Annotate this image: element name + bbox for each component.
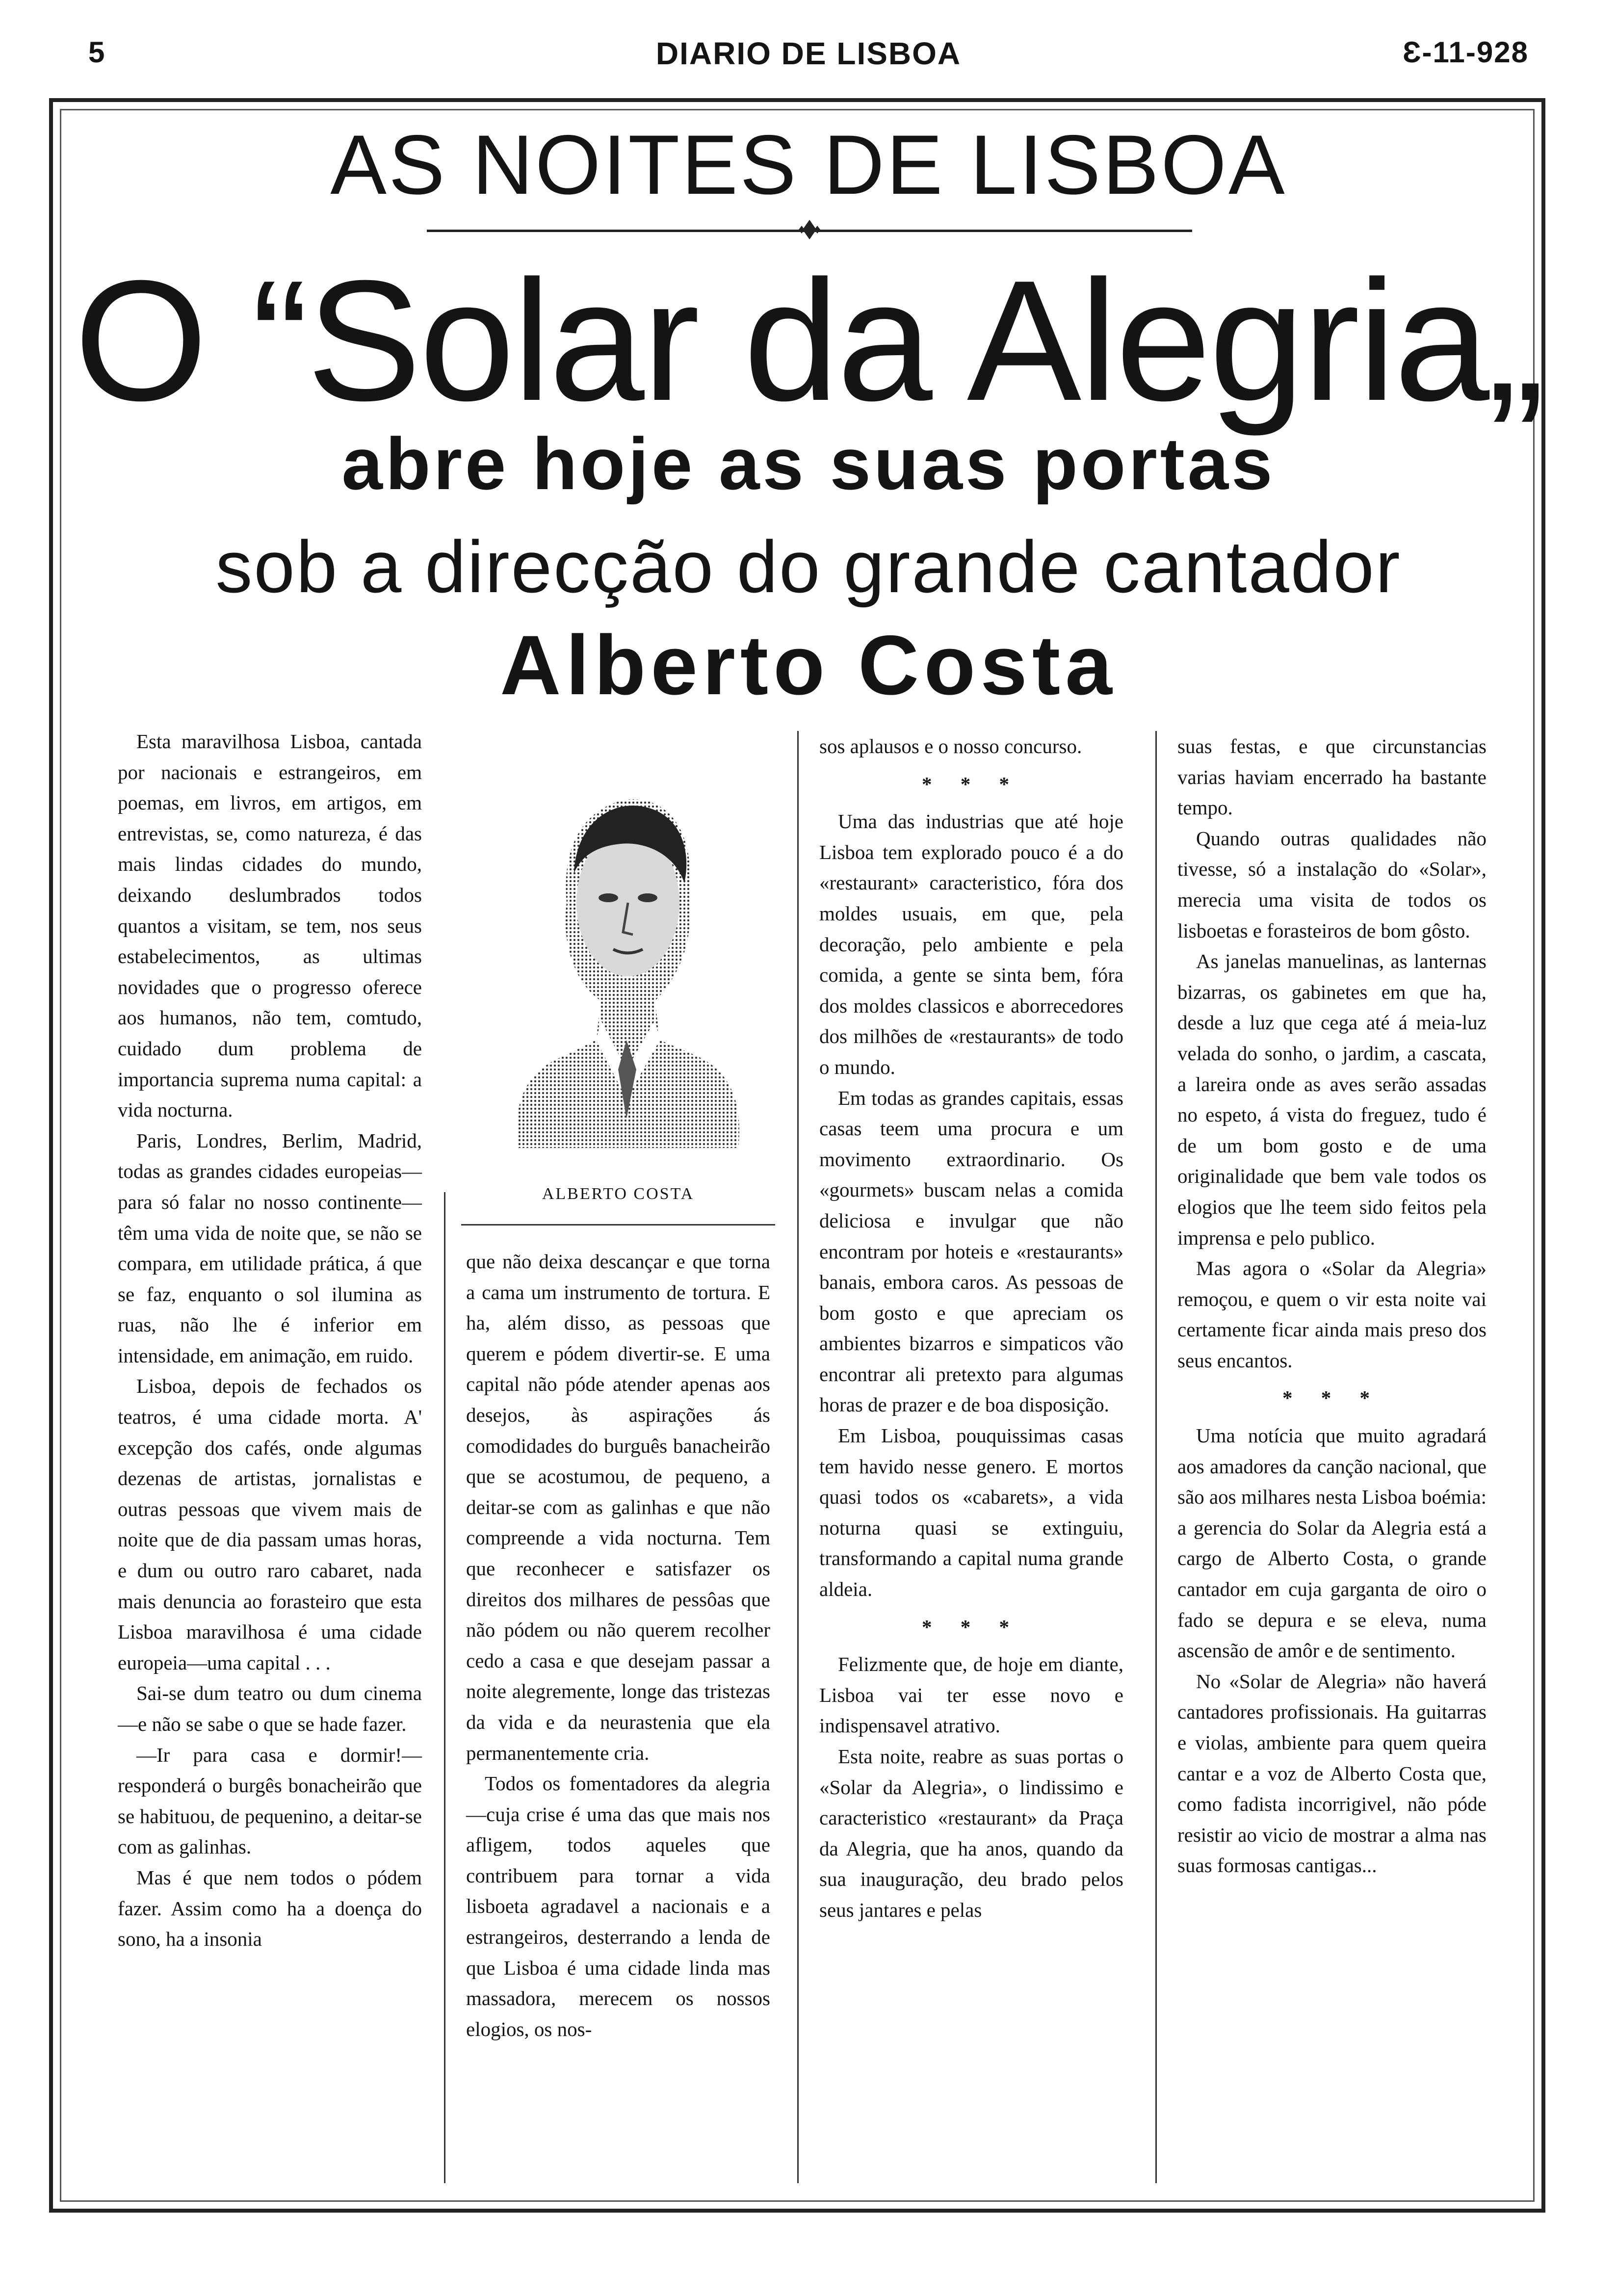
section-separator: * * * bbox=[922, 1615, 1021, 1638]
photo-caption: ALBERTO COSTA bbox=[542, 1185, 695, 1203]
article-column-4 bbox=[1177, 731, 1487, 1881]
page-number: 5 bbox=[88, 36, 105, 69]
paragraph: —Ir para casa e dormir!—responderá o burgês bonacheirão que se habituou, de pequenino, a deitar-se com as galinhas. bbox=[118, 1743, 422, 1858]
paragraph: Lisboa, depois de fechados os teatros, é uma cidade morta. A' excepção dos cafés, onde algumas dezenas de artistas, jornalistas e outras pessoas que vivem mais de noite que de dia passam umas horas, e dum ou outro raro cabaret, nada mais denuncia ao forasteiro que esta Lisboa maravilhosa é uma cidade europeia—uma capital . . . bbox=[118, 1375, 422, 1674]
name-headline: Alberto Costa bbox=[500, 618, 1117, 712]
paragraph: No «Solar de Alegria» não haverá cantadores profissionais. Ha guitarras e violas, ambiente para quem queira cantar e a voz de Alberto Costa que, como fadista incorrigivel, não póde resistir ao vicio de mostrar a alma nas suas formosas cantigas... bbox=[1177, 1670, 1487, 1877]
running-head bbox=[0, 35, 1617, 94]
paragraph: Sai-se dum teatro ou dum cinema—e não se sabe o que se hade fazer. bbox=[118, 1682, 422, 1735]
paragraph: Uma notícia que muito agradará aos amadores da canção nacional, que são aos milhares nesta Lisboa boémia: a gerencia do Solar da Alegria está a cargo de Alberto Costa, o grande cantador em cuja garganta de oiro o fado se depura e se eleva, numa ascensão de amôr e de sentimento. bbox=[1177, 1424, 1487, 1662]
paragraph: Esta noite, reabre as suas portas o «Solar da Alegria», o lindissimo e caracteristico «restaurant» da Praça da Alegria, que ha anos, quando da sua inauguração, deu brado pelos seus jantares e pelas bbox=[819, 1745, 1123, 1921]
paragraph: Felizmente que, de hoje em diante, Lisboa vai ter esse novo e indispensavel atrativo. bbox=[819, 1653, 1123, 1737]
article-column-2 bbox=[466, 1246, 770, 2044]
deck-headline: sob a direcção do grande cantador bbox=[215, 525, 1402, 608]
paragraph: Mas é que nem todos o pódem fazer. Assim como ha a doença do sono, ha a insonia bbox=[118, 1866, 422, 1951]
portrait-photo bbox=[498, 726, 753, 1158]
paragraph: Mas agora o «Solar da Alegria» remoçou, e quem o vir esta noite vai certamente ficar ainda mais preso dos seus encantos. bbox=[1177, 1257, 1487, 1372]
paragraph: suas festas, e que circunstancias varias haviam encerrado ha bastante tempo. bbox=[1177, 735, 1487, 819]
paragraph: Esta maravilhosa Lisboa, cantada por nacionais e estrangeiros, em poemas, em livros, em artigos, em entrevistas, se, como natureza, é das mais lindas cidades do mundo, deixando deslumbrados todos quantos a visitam, se tem, nos seus estabelecimentos, as ultimas novidades que o progresso oferece aos humanos, não tem, comtudo, cuidado dum problema de importancia suprema numa capital: a vida nocturna. bbox=[118, 730, 422, 1122]
kicker-headline: AS NOITES DE LISBOA bbox=[330, 118, 1287, 212]
article-column-3 bbox=[819, 731, 1123, 1926]
paragraph: Paris, Londres, Berlim, Madrid, todas as grandes cidades europeias—para só falar no nosso continente—têm uma vida de noite que, se não se compara, em utilidade prática, á que se faz, enquanto o sol ilumina as ruas, não lhe é inferior em intensidade, em animação, em ruido. bbox=[118, 1129, 422, 1367]
paragraph: Todos os fomentadores da alegria—cuja crise é uma das que mais nos afligem, todos aqueles que contribuem para tornar a vida lisboeta agradavel a nacionais e a estrangeiros, desterrando a lenda de que Lisboa é uma cidade linda mas massadora, merecem os nossos elogios, os nos- bbox=[466, 1772, 770, 2040]
issue-date: Ɛ-11-928 bbox=[1402, 36, 1529, 69]
main-headline: O “Solar da Alegria„ bbox=[74, 245, 1543, 437]
section-separator: * * * bbox=[922, 772, 1021, 795]
sub-headline: abre hoje as suas portas bbox=[341, 422, 1276, 505]
paragraph: que não deixa descançar e que torna a cama um instrumento de tortura. E ha, além disso, as pessoas que querem e pódem divertir-se. E uma capital não póde atender apenas aos desejos, às aspirações ás comodidades do burguês banacheirão que se acostumou, de pequeno, a deitar-se com as galinhas e que não compreende a vida nocturna. Tem que reconhecer e satisfazer os direitos dos milhares de pessôas que não pódem ou não querem recolher cedo a casa e que desejam passar a noite alegremente, longe das tristezas da vida e da neurastenia que ela permanentemente cria. bbox=[466, 1250, 770, 1764]
paragraph: Em todas as grandes capitais, essas casas teem uma procura e um movimento extraordinario. Os «gourmets» buscam nelas a comida deliciosa e invulgar que não encontram por hoteis e «restaurants» banais, embora caros. As pessoas de bom gosto e que apreciam os ambientes bizarros e simpaticos vão encontrar ali pretexto para algumas horas de prazer e de boa disposição. bbox=[819, 1086, 1123, 1416]
newspaper-title: DIARIO DE LISBOA bbox=[655, 36, 962, 71]
column-rule-1 bbox=[444, 1192, 445, 2183]
paragraph: Uma das industrias que até hoje Lisboa tem explorado pouco é a do «restaurant» caracteristico, fóra dos moldes usuais, em que, pela decoração, pelo ambiente e pela comida, a gente se sinta bem, fóra dos moldes classicos e aborrecedores dos milhões de «restaurants» de todo o mundo. bbox=[819, 810, 1123, 1078]
column-rule-2 bbox=[797, 731, 799, 2183]
section-separator: * * * bbox=[1282, 1386, 1382, 1409]
paragraph: Quando outras qualidades não tivesse, só a instalação do «Solar», merecia uma visita de todos os lisboetas e forasteiros de bom gôsto. bbox=[1177, 827, 1487, 942]
article-column-1 bbox=[118, 726, 422, 1955]
diamond-ornament-icon bbox=[794, 219, 825, 240]
caption-rule bbox=[461, 1224, 775, 1226]
paragraph: sos aplausos e o nosso concurso. bbox=[819, 735, 1082, 757]
column-rule-3 bbox=[1155, 731, 1157, 2183]
paragraph: Em Lisboa, pouquissimas casas tem havido nesse genero. E mortos quasi todos os «cabarets», a vida noturna quasi se extinguiu, transformando a capital numa grande aldeia. bbox=[819, 1424, 1123, 1601]
paragraph: As janelas manuelinas, as lanternas bizarras, os gabinetes em que ha, desde a luz que cega até á meia-luz velada do sonho, o jardim, a cascata, a lareira onde as aves serão assadas no espeto, á vista do freguez, tudo é de um bom gosto e de uma originalidade que bem vale todos os elogios que lhe teem sido feitos pela imprensa e pelo publico. bbox=[1177, 950, 1487, 1249]
